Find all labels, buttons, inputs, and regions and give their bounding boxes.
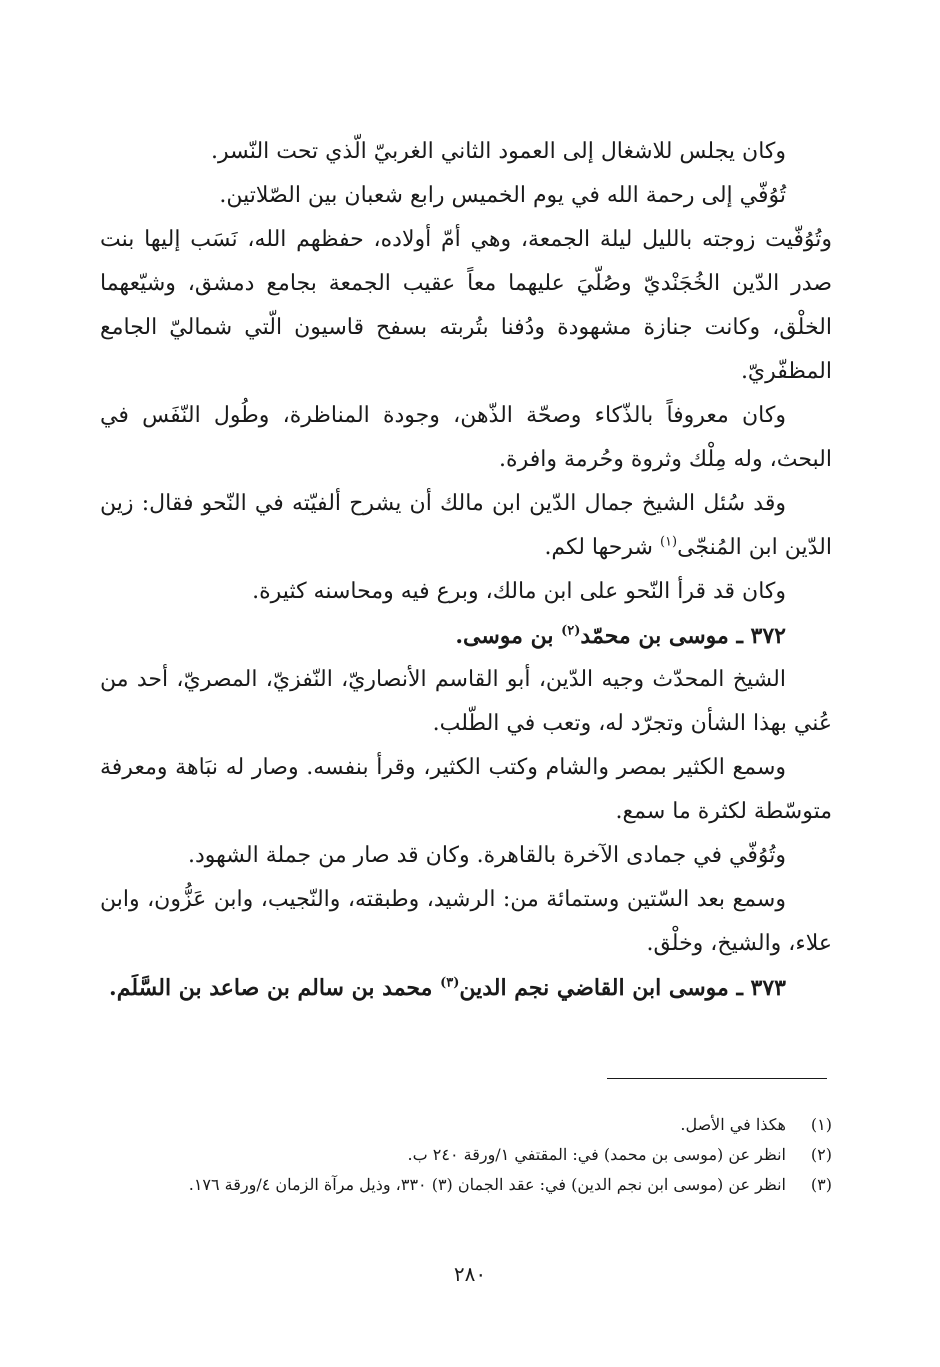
paragraph: وتُوُفّيت زوجته بالليل ليلة الجمعة، وهي أمّ أولاده، حفظهم الله، نَسَب إليها بنت صدر الدّين الخُجَنْديّ وصُلّيَ عليهما معاً عقيب الجمعة بجامع دمشق، وشيّعهما الخلْق، وكانت جنازة مشهودة ودُفنا بتُربته بسفح قاسيون الّتي شماليّ الجامع المظفّريّ. [100, 227, 832, 384]
footnote-number: (١) [810, 1115, 832, 1134]
entry-heading-text: ٣٧٣ ـ موسى ابن القاضي نجم الدين [459, 975, 786, 1001]
footnote-item [100, 1170, 832, 1200]
entry-heading-text: بن موسى. [455, 623, 562, 649]
footnote-number: (٣) [810, 1175, 832, 1194]
footnote-number: (٢) [810, 1145, 832, 1164]
paragraph: وكان قد قرأ النّحو على ابن مالك، وبرع فيه ومحاسنه كثيرة. [252, 579, 786, 604]
footnote-divider [607, 1078, 827, 1079]
footnote-item [100, 1110, 832, 1140]
footnote-ref: (٢) [561, 623, 581, 639]
footnote-ref: (٣) [440, 975, 460, 991]
paragraph: وكان يجلس للاشغال إلى العمود الثاني الغربيّ الّذي تحت النّسر. [211, 139, 786, 164]
entry-heading-text: محمد بن سالم بن صاعد بن السَّلَم. [109, 975, 441, 1001]
paragraph: وكان معروفاً بالذّكاء وصحّة الذّهن، وجودة المناظرة، وطُول النّفَس في البحث، وله مِلْك وثروة وحُرمة وافرة. [100, 403, 832, 472]
page-body [100, 130, 832, 1010]
entry-heading-373 [100, 966, 832, 1010]
footnote-text: انظر عن (موسى ابن نجم الدين) في: عقد الجمان (٣) ٣٣٠، وذيل مرآة الزمان ٤/ورقة ١٧٦. [188, 1175, 786, 1194]
footnote-item [100, 1140, 832, 1170]
entry-heading-372 [100, 614, 832, 658]
paragraph: تُوُفّي إلى رحمة الله في يوم الخميس رابع شعبان بين الصّلاتين. [219, 183, 786, 208]
paragraph [100, 482, 832, 570]
footnote-ref: (١) [659, 534, 678, 550]
paragraph: الشيخ المحدّث وجيه الدّين، أبو القاسم الأنصاريّ، النّفزيّ، المصريّ، أحد من عُني بهذا الشأن وتجرّد له، وتعب في الطّلب. [100, 667, 832, 736]
paragraph-text: شرحها لكم. [544, 535, 660, 560]
page-number: ٢٨٠ [453, 1262, 487, 1286]
footnotes [100, 1110, 832, 1200]
paragraph: وتُوُفّي في جمادى الآخرة بالقاهرة. وكان قد صار من جملة الشهود. [187, 843, 786, 868]
paragraph: وسمع الكثير بمصر والشام وكتب الكثير، وقرأ بنفسه. وصار له نبَاهة ومعرفة متوسّطة لكثرة ما سمع. [100, 755, 832, 824]
paragraph-text: وقد سُئل الشيخ جمال الدّين ابن مالك أن يشرح ألفيّته في النّحو فقال: زين الدّين ابن المُنجّى [100, 491, 832, 560]
entry-heading-text: ٣٧٢ ـ موسى بن محمّد [580, 623, 786, 649]
paragraph: وسمع بعد السّتين وستمائة من: الرشيد، وطبقته، والنّجيب، وابن عَزُّون، وابن علاء، والشيخ، وخلْق. [100, 887, 832, 956]
footnote-text: هكذا في الأصل. [680, 1115, 786, 1134]
footnote-text: انظر عن (موسى بن محمد) في: المقتفي ١/ورقة ٢٤٠ ب. [407, 1145, 786, 1164]
